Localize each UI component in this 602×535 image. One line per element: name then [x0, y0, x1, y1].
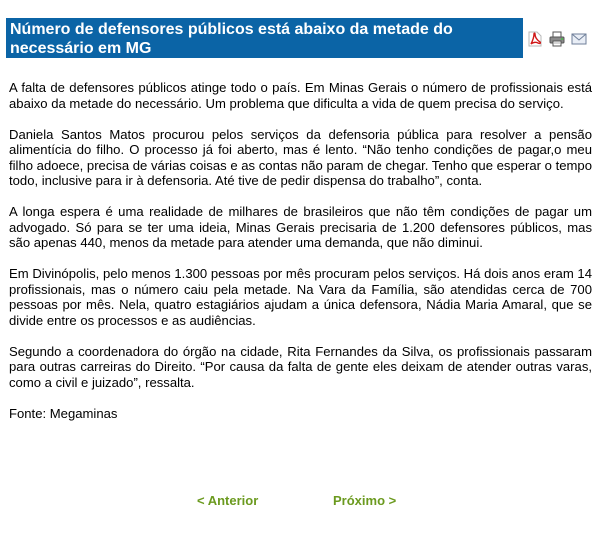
article-paragraph: A falta de defensores públicos atinge todo o país. Em Minas Gerais o número de profissionais está abaixo da metade do necessário. Um problema que dificulta a vida de quem precisa do serviço. — [9, 80, 592, 111]
article-paragraph: A longa espera é uma realidade de milhares de brasileiros que não têm condições de pagar um advogado. Só para se ter uma ideia, Minas Gerais precisaria de 1.200 defensores públicos, mas são apenas 440, menos da metade para atender uma demanda, que não diminui. — [9, 204, 592, 250]
article-header — [6, 18, 523, 58]
next-link[interactable]: Próximo > — [333, 493, 397, 508]
email-icon[interactable] — [570, 30, 588, 48]
article-title: Número de defensores públicos está abaixo da metade do necessário em MG — [10, 21, 453, 57]
article-paragraph: Daniela Santos Matos procurou pelos serviços da defensoria pública para resolver a pensão alimentícia do filho. O processo já foi aberto, mas é lento. “Não tenho condições de pagar,o meu filho adoece, precisa de várias coisas e as contas não param de chegar. Tenho que esperar o tempo todo, inclusive para ir à defensoria. Até tive de pedir dispensa do trabalho”, conta. — [9, 126, 592, 188]
pdf-icon[interactable] — [526, 30, 544, 48]
previous-link[interactable]: < Anterior — [197, 493, 259, 508]
article-paragraph: Em Divinópolis, pelo menos 1.300 pessoas por mês procuram pelos serviços. Há dois anos eram 14 profissionais, mas o número caiu pela metade. Na Vara da Família, são atendidas cerca de 700 pessoas por mês. Nela, quatro estagiários ajudam a única defensora, Nádia Maria Amaral, que se divide entre os processos e as audiências. — [9, 266, 592, 328]
print-icon[interactable] — [548, 30, 566, 48]
article-paragraph: Segundo a coordenadora do órgão na cidade, Rita Fernandes da Silva, os profissionais passaram para outras carreiras do Direito. “Por causa da falta de gente eles deixam de atender outras varas, como a civil e juizado”, ressalta. — [9, 343, 592, 390]
article-source: Fonte: Megaminas — [9, 405, 118, 421]
article-toolbar — [526, 30, 588, 48]
article-body — [9, 80, 592, 437]
